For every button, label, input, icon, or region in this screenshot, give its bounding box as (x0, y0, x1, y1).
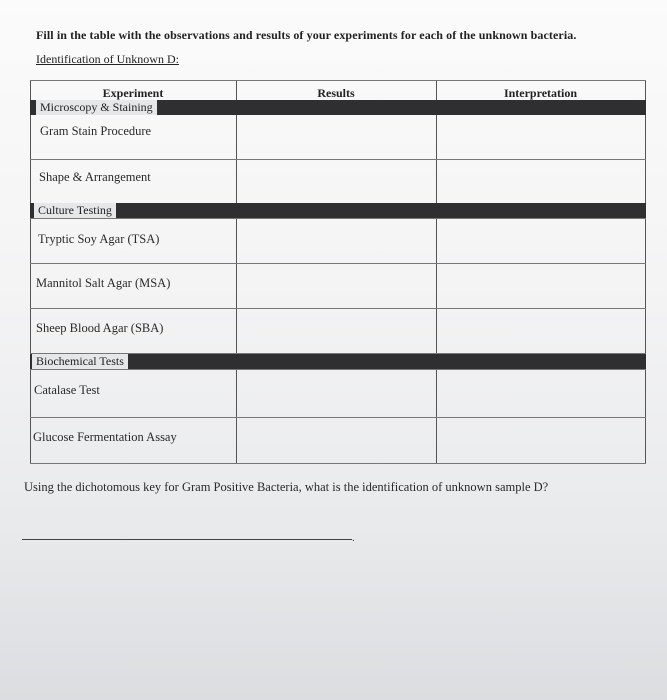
section-band-culture (30, 203, 646, 218)
table-subheading: Identification of Unknown D: (36, 52, 179, 66)
section-title-microscopy: Microscopy & Staining (36, 100, 157, 115)
instruction-text: Fill in the table with the observations and results of your experiments for each of the unknown bacteria. (36, 28, 577, 42)
answer-blank-line[interactable] (22, 539, 352, 540)
row-label-glucose-fermentation: Glucose Fermentation Assay (33, 430, 177, 444)
row-label-gram-stain: Gram Stain Procedure (40, 124, 152, 138)
answer-terminator: . (352, 532, 355, 544)
header-results: Results (317, 86, 355, 100)
section-title-culture: Culture Testing (34, 203, 116, 218)
row-label-shape-arrangement: Shape & Arrangement (39, 170, 151, 184)
row-label-catalase: Catalase Test (34, 383, 100, 397)
identification-question: Using the dichotomous key for Gram Positive Bacteria, what is the identification of unknown sample D? (24, 480, 549, 494)
row-label-sba: Sheep Blood Agar (SBA) (36, 321, 164, 335)
header-experiment: Experiment (102, 86, 164, 100)
section-title-biochemical: Biochemical Tests (32, 354, 128, 369)
observations-table (30, 80, 646, 464)
row-label-msa: Mannitol Salt Agar (MSA) (36, 276, 171, 290)
row-label-tsa: Tryptic Soy Agar (TSA) (38, 232, 160, 246)
header-interpretation: Interpretation (503, 86, 578, 100)
